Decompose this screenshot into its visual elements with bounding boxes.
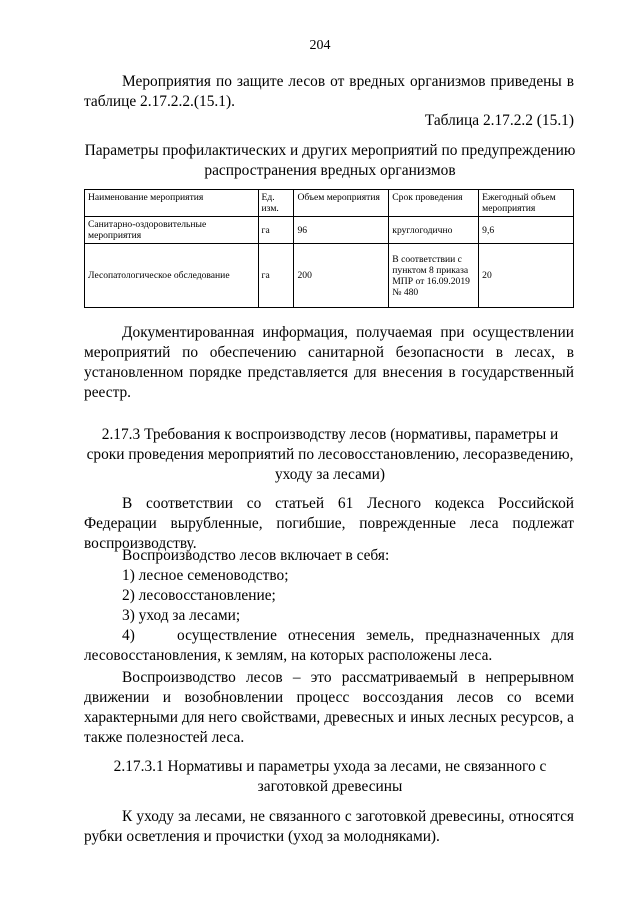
table-cell: 96 <box>294 217 389 244</box>
table-cell: Лесопатологическое обследование <box>85 244 259 308</box>
section-2-17-3-heading-line-3: уходу за лесами) <box>274 466 386 483</box>
table-cell: 200 <box>294 244 389 308</box>
section-2-17-3-heading-line-1: 2.17.3 Требования к воспроизводству лесов (нормативы, параметры и <box>101 426 559 443</box>
intro-paragraph: Мероприятия по защите лесов от вредных организмов приведены в таблице 2.17.2.2.(15.1). <box>84 73 574 110</box>
table-cell: 20 <box>479 244 574 308</box>
table-cell: 9,6 <box>479 217 574 244</box>
reproduction-process-paragraph: Воспроизводство лесов – это рассматриваемый в непрерывном движении и возобновлении процесс воссоздания лесов со всеми характерными для него свойствами, древесных и иных лесных ресурсов, а также полезностей леса. <box>84 669 574 746</box>
table-row <box>85 244 574 308</box>
table-cell: В соответствии с пунктом 8 приказа МПР от 16.09.2019 № 480 <box>389 244 479 308</box>
includes-paragraph: Воспроизводство лесов включает в себя: <box>122 547 390 564</box>
list-item-4-text: осуществление отнесения земель, предназначенных для лесовосстановления, к землям, на которых расположены леса. <box>84 627 574 664</box>
table-cell: Санитарно-оздоровительные мероприятия <box>85 217 259 244</box>
header-cell: Объем мероприятия <box>294 190 389 217</box>
list-item-4 <box>84 626 574 666</box>
header-cell: Ед. изм. <box>258 190 294 217</box>
list-item: 1) лесное семеноводство; <box>122 567 289 584</box>
table-header-row <box>85 190 574 217</box>
table-row <box>85 217 574 244</box>
section-2-17-3-1-heading-line-1: 2.17.3.1 Нормативы и параметры ухода за лесами, не связанного с <box>113 758 547 775</box>
forest-care-paragraph: К уходу за лесами, не связанного с заготовкой древесины, относятся рубки осветления и прочистки (уход за молодняками). <box>84 808 574 845</box>
article-61-paragraph: В соответствии со статьей 61 Лесного кодекса Российской Федерации вырубленные, погибшие, поврежденные леса подлежат воспроизводству. <box>84 495 574 552</box>
section-2-17-3-1-heading-line-2: заготовкой древесины <box>257 778 403 795</box>
table-cell: круглогодично <box>389 217 479 244</box>
list-item-4-number: 4) <box>122 627 135 644</box>
table-label: Таблица 2.17.2.2 (15.1) <box>424 112 574 129</box>
header-cell: Срок проведения <box>389 190 479 217</box>
measures-table <box>84 189 574 308</box>
table-title-line-2: распространения вредных организмов <box>204 162 456 179</box>
table-cell: га <box>258 244 294 308</box>
table-title-line-1: Параметры профилактических и других мероприятий по предупреждению <box>84 142 576 159</box>
page-number: 204 <box>309 38 331 53</box>
list-item: 2) лесовосстановление; <box>122 587 276 604</box>
documented-info-paragraph: Документированная информация, получаемая при осуществлении мероприятий по обеспечению санитарной безопасности в лесах, в установленном порядке представляется для внесения в государственный реестр. <box>84 324 574 401</box>
table-cell: га <box>258 217 294 244</box>
list-item: 3) уход за лесами; <box>122 607 241 624</box>
header-cell: Наименование мероприятия <box>85 190 259 217</box>
section-2-17-3-heading-line-2: сроки проведения мероприятий по лесовосстановлению, лесоразведению, <box>86 446 574 463</box>
header-cell: Ежегодный объем мероприятия <box>479 190 574 217</box>
